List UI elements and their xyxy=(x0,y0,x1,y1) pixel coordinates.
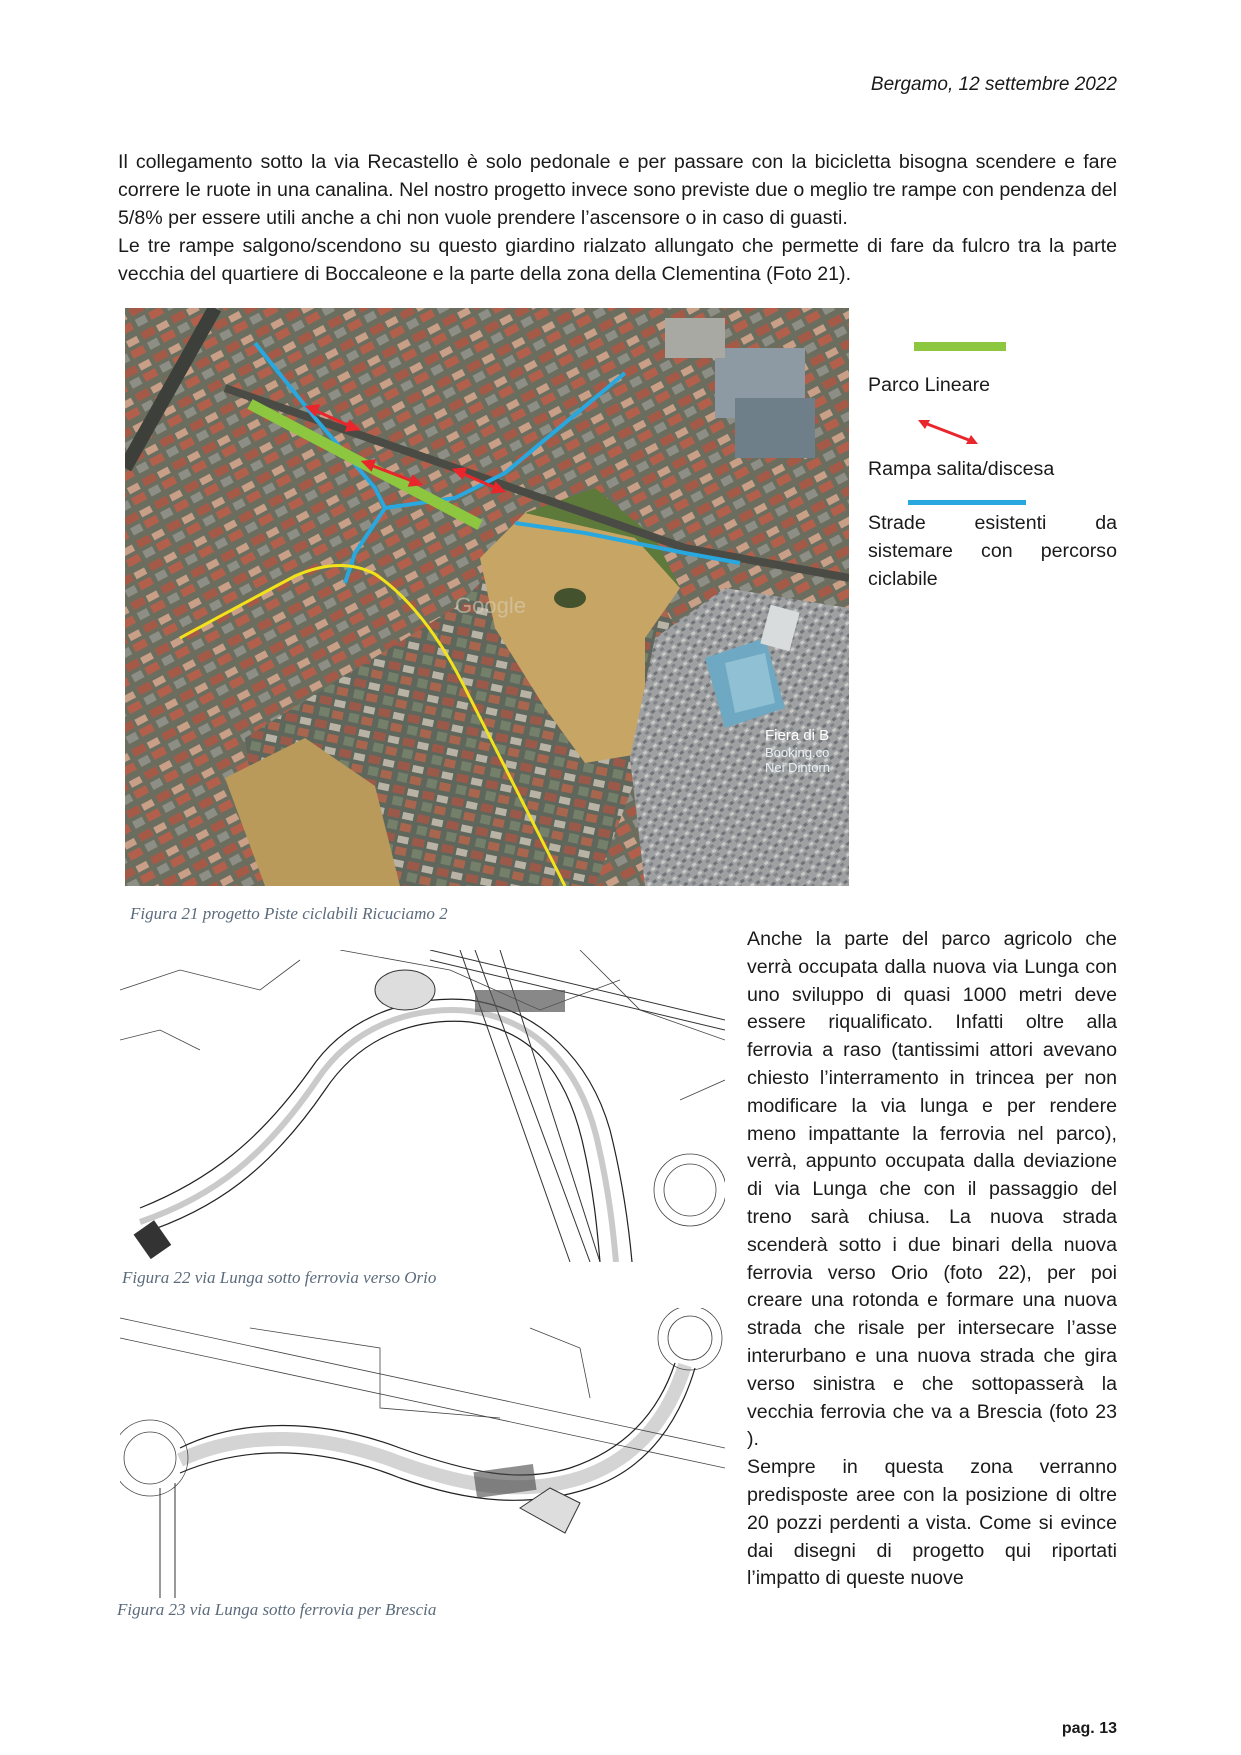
side-text xyxy=(747,926,1117,1593)
map-label-fiera: Fiera di B xyxy=(765,727,830,744)
drawing-via-lunga-orio xyxy=(120,950,725,1262)
aerial-map-figure xyxy=(125,308,849,886)
figure21-caption: Figura 21 progetto Piste ciclabili Ricuciamo 2 xyxy=(130,904,448,923)
legend-strade-esistenti: Strade esistenti da sistemare con percorso ciclabile xyxy=(868,512,1117,590)
figure23-caption: Figura 23 via Lunga sotto ferrovia per Brescia xyxy=(117,1600,437,1619)
map-watermark: Google xyxy=(455,593,526,618)
map-label-dintorni: Nei Dintorn xyxy=(765,760,831,775)
document-date: Bergamo, 12 settembre 2022 xyxy=(870,74,1117,95)
intro-paragraph-1: Il collegamento sotto la via Recastello è solo pedonale e per passare con la bicicletta bisogna scendere e fare correre le ruote in una canalina. Nel nostro progetto invece sono previste due o meglio tre rampe con pendenza del 5/8% per essere utili anche a chi non vuole prendere l’ascensore o in caso di guasti. xyxy=(118,151,1117,229)
technical-drawing-brescia xyxy=(120,1308,725,1598)
side-paragraph-2: Sempre in questa zona verranno predisposte aree con la posizione di oltre 20 pozzi perdenti a vista. Come si evince dai disegni di progetto qui riportati l’impatto di queste nuove xyxy=(747,1456,1117,1590)
legend-green-swatch xyxy=(914,342,1006,351)
legend-rampa: Rampa salita/discesa xyxy=(868,458,1055,480)
map-label-booking: Booking.co xyxy=(765,745,830,760)
aerial-map xyxy=(125,308,849,886)
drawing-via-lunga-brescia xyxy=(120,1308,725,1598)
legend-blue-swatch xyxy=(908,500,1026,505)
intro-text xyxy=(118,148,1117,288)
figure22-caption: Figura 22 via Lunga sotto ferrovia verso Orio xyxy=(122,1268,437,1287)
page-number: pag. 13 xyxy=(1061,1720,1117,1737)
technical-drawing-orio xyxy=(120,950,725,1262)
intro-paragraph-2: Le tre rampe salgono/scendono su questo giardino rialzato allungato che permette di fare da fulcro tra la parte vecchia del quartiere di Boccaleone e la parte della zona della Clementina (Foto 21). xyxy=(118,235,1117,285)
side-paragraph-1: Anche la parte del parco agricolo che verrà occupata dalla nuova via Lunga con uno sviluppo di quasi 1000 metri deve essere riqualificato. Infatti oltre alla ferrovia a raso (tantissimi attori avevano chiesto l’interramento in trincea per non modificare la via lunga e per rendere meno impattante la ferrovia nel parco), verrà, appunto occupata dalla deviazione di via Lunga che con il passaggio del treno sarà chiusa. La nuova strada scenderà sotto i due binari della nuova ferrovia verso Orio (foto 22), per poi creare una rotonda e formare una nuova strada che risale per intersecare l’asse interurbano e una nuova strada che gira verso sinistra e che sottopasserà la vecchia ferrovia che va a Brescia (foto 23 ). xyxy=(747,928,1117,1451)
legend-parco-lineare: Parco Lineare xyxy=(868,374,990,396)
legend-red-arrow-icon xyxy=(916,416,980,448)
